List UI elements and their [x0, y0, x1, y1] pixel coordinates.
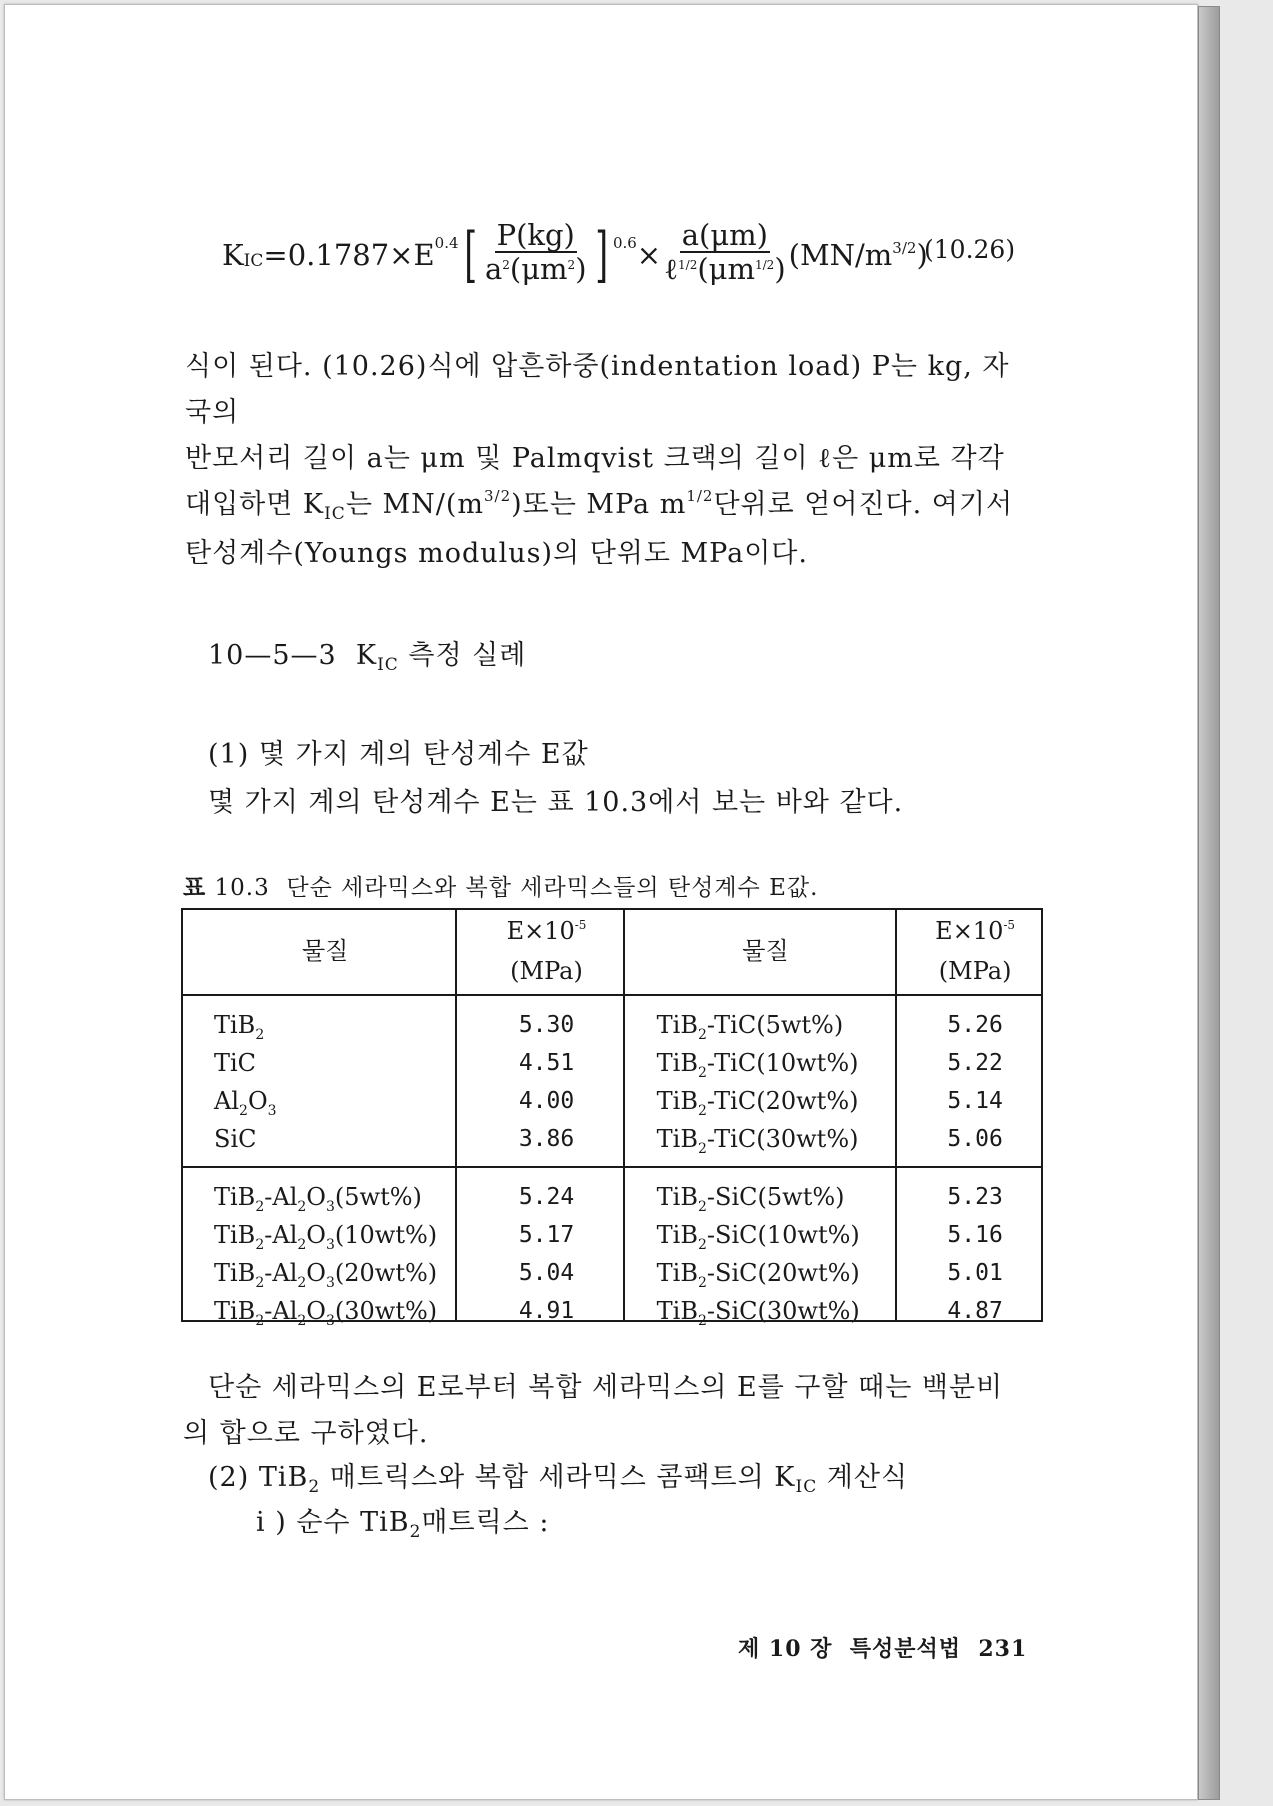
para1-line4: 탄성계수(Youngs modulus)의 단위도 MPa이다.	[185, 538, 808, 569]
table-header-row	[181, 908, 1043, 995]
table-divider	[455, 908, 457, 1322]
frac-load-denominator: $a^2(\mu m^2)$	[484, 252, 587, 286]
right-bracket: ]	[594, 220, 608, 290]
header-e-1: $E\times 10^{-5}$ (MPa)	[469, 908, 623, 995]
footer-chapter: 제 10 장	[738, 1636, 833, 1662]
table-row: TiC 4.51 TiB$_2$-TiC(10wt%) 5.22	[214, 1049, 1003, 1081]
footer-title: 특성분석법	[849, 1636, 962, 1662]
equation-number: (10.26)	[924, 235, 1016, 264]
paragraph-1	[185, 344, 1035, 577]
eq-times: ×	[636, 238, 662, 272]
table-row: $TiB_2-Al_2O_3(20wt\%)$ 5.04 TiB$_2$-SiC(20wt%) 5.01	[214, 1259, 1003, 1291]
table-row: $TiB_2-Al_2O_3(30wt\%)$ 4.91 TiB$_2$-SiC(30wt%) 4.87	[214, 1297, 1003, 1329]
para1-line2: 반모서리 길이 a는 μm 및 Palmqvist 크랙의 길이 ℓ은 μm로 각각	[185, 443, 1005, 474]
elastic-modulus-table	[181, 908, 1043, 1338]
frac-crack-denominator: $\ell^{1/2}(\mu m^{1/2})$	[664, 252, 786, 286]
fraction-crack	[664, 220, 786, 290]
caption-text: 단순 세라믹스와 복합 세라믹스들의 탄성계수 E값.	[286, 875, 819, 901]
equation-10-26	[222, 220, 928, 290]
section-k-sub: IC	[377, 655, 399, 675]
left-bracket: [	[463, 220, 477, 290]
eq-coefficient: =0.1787×E	[263, 238, 435, 272]
para2-line2: 의 합으로 구하였다.	[183, 1418, 429, 1449]
subsection-1-text: 몇 가지 계의 탄성계수 E는 표 10.3에서 보는 바와 같다.	[208, 787, 904, 818]
caption-label: 표	[183, 874, 207, 901]
table-caption	[183, 869, 818, 902]
fraction-load	[485, 220, 587, 290]
eq-lhs-sub: IC	[243, 251, 264, 271]
item-i: i ) 순수 TiB$_2$매트릭스 :	[256, 1507, 550, 1542]
table-row: $Al_2O_3$ 4.00 TiB$_2$-TiC(20wt%) 5.14	[214, 1087, 1003, 1119]
page-number: 231	[978, 1636, 1028, 1662]
frac-load-numerator: P(kg)	[496, 218, 575, 252]
bracket-exponent: 0.6	[612, 234, 637, 252]
table-row: SiC 3.86 TiB$_2$-TiC(30wt%) 5.06	[181, 1120, 1043, 1167]
header-material-1: 물질	[181, 908, 469, 995]
para1-line3: 대입하면 $K_{IC}$는 $MN/(m^{3/2})$또는 MPa $m^{1/2}$단위로 얻어진다. 여기서	[185, 487, 1014, 524]
section-k: K	[355, 640, 378, 671]
subsection-2-title: (2) TiB$_2$ 매트릭스와 복합 세라믹스 콤팩트의 $K_{IC}$ 계산식	[208, 1462, 909, 1497]
eq-unit: $(MN/m^{3/2})$	[788, 238, 928, 272]
eq-e-exponent: 0.4	[434, 234, 459, 252]
page-edge	[1198, 6, 1220, 1800]
frac-crack-numerator: a(μm)	[681, 218, 768, 252]
subsection-1-title: (1) 몇 가지 계의 탄성계수 E값	[208, 739, 589, 770]
caption-number: 10.3	[214, 875, 270, 901]
para2-line1: 단순 세라믹스의 E로부터 복합 세라믹스의 E를 구할 때는 백분비	[208, 1372, 1004, 1403]
table-row: TiB$_2$ 5.30 TiB$_2$-TiC(5wt%) 5.26	[214, 1011, 1003, 1043]
eq-lhs: K	[222, 238, 244, 272]
header-e-2: $E\times 10^{-5}$ (MPa)	[907, 908, 1043, 995]
paragraph-2	[208, 1365, 1038, 1411]
section-title: 측정 실례	[408, 640, 527, 671]
section-number: 10—5—3	[208, 640, 337, 671]
table-divider	[623, 908, 625, 1322]
table-row: $TiB_2-Al_2O_3(5wt\%)$ 5.24 TiB$_2$-SiC(5wt%) 5.23	[214, 1183, 1003, 1215]
header-material-2: 물질	[624, 908, 908, 995]
para1-line1: 식이 된다. (10.26)식에 압흔하중(indentation load) P는 kg, 자국의	[185, 351, 1010, 428]
section-heading	[208, 633, 527, 675]
table-row: $TiB_2-Al_2O_3(10wt\%)$ 5.17 TiB$_2$-SiC(10wt%) 5.16	[214, 1221, 1003, 1253]
page-footer	[738, 1632, 1027, 1663]
table-divider	[895, 908, 897, 1322]
paragraph-2-cont	[183, 1411, 1033, 1457]
